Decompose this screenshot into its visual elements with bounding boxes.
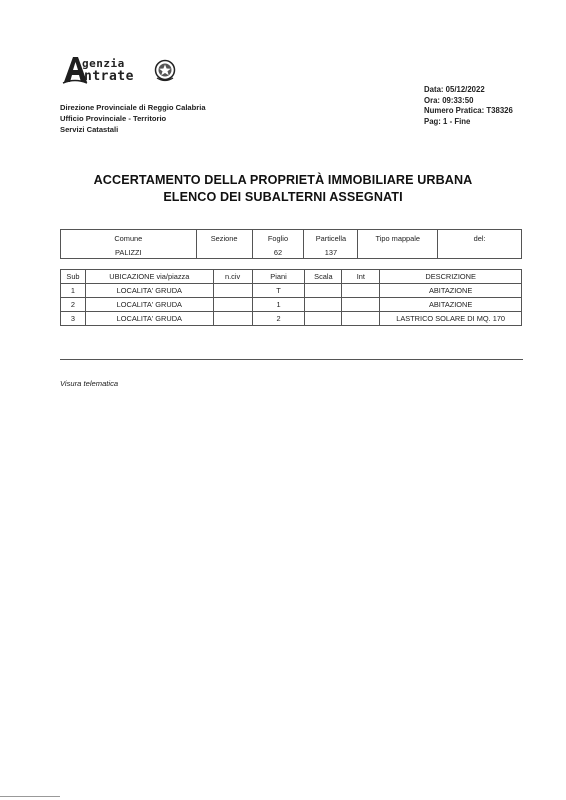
int-cell xyxy=(342,298,380,312)
issuing-office xyxy=(60,102,206,135)
descrizione-cell: ABITAZIONE xyxy=(380,298,522,312)
descrizione-cell: ABITAZIONE xyxy=(380,284,522,298)
col-civ-header: n.civ xyxy=(213,270,252,284)
scan-edge-mark xyxy=(0,796,60,797)
ubicazione-cell: LOCALITA' GRUDA xyxy=(85,284,213,298)
parcel-header-table xyxy=(60,229,522,259)
office-line-2: Ufficio Provinciale - Territorio xyxy=(60,114,167,123)
footer-note: Visura telematica xyxy=(60,379,119,388)
col-piani-header: Piani xyxy=(252,270,305,284)
meta-date: Data: 05/12/2022 xyxy=(424,85,485,94)
col-scala-header: Scala xyxy=(305,270,342,284)
col-descrizione-header: DESCRIZIONE xyxy=(380,270,522,284)
meta-time: Ora: 09:33:50 xyxy=(424,95,474,105)
table-row xyxy=(61,284,522,298)
scala-cell xyxy=(305,298,342,312)
comune-cell xyxy=(61,230,197,259)
sezione-label: Sezione xyxy=(210,234,238,243)
civ-cell xyxy=(213,298,252,312)
republic-emblem-icon xyxy=(154,58,176,82)
document-subtitle: ELENCO DEI SUBALTERNI ASSEGNATI xyxy=(163,190,403,204)
meta-pratica: Numero Pratica: T38326 xyxy=(424,106,513,115)
sub-cell: 3 xyxy=(61,312,86,326)
foglio-value: 62 xyxy=(273,248,283,257)
office-line-3: Servizi Catastali xyxy=(60,125,119,134)
meta-page: Pag: 1 - Fine xyxy=(424,116,471,126)
subalterni-header-row xyxy=(61,270,522,284)
sub-cell: 2 xyxy=(61,298,86,312)
scala-cell xyxy=(305,312,342,326)
tipo-mappale-label: Tipo mappale xyxy=(375,234,421,243)
logo-line-1: genzia xyxy=(82,57,125,70)
scala-cell xyxy=(305,284,342,298)
int-cell xyxy=(342,284,380,298)
particella-cell xyxy=(304,230,358,259)
piani-cell: T xyxy=(252,284,305,298)
ubicazione-cell: LOCALITA' GRUDA xyxy=(85,312,213,326)
ubicazione-cell: LOCALITA' GRUDA xyxy=(85,298,213,312)
section-divider xyxy=(60,359,523,360)
sezione-cell xyxy=(196,230,252,259)
tipo-mappale-cell xyxy=(358,230,438,259)
foglio-cell xyxy=(252,230,304,259)
particella-label: Particella xyxy=(315,234,347,243)
document-title: ACCERTAMENTO DELLA PROPRIETÀ IMMOBILIARE URBANA xyxy=(93,173,473,187)
parcel-header-row xyxy=(61,230,522,259)
foglio-label: Foglio xyxy=(267,234,289,243)
subalterni-table xyxy=(60,269,522,326)
agenzia-entrate-logo xyxy=(60,52,178,90)
office-line-1: Direzione Provinciale di Reggio Calabria xyxy=(60,103,206,112)
sub-cell: 1 xyxy=(61,284,86,298)
piani-cell: 1 xyxy=(252,298,305,312)
table-row xyxy=(61,298,522,312)
civ-cell xyxy=(213,312,252,326)
col-sub-header: Sub xyxy=(61,270,86,284)
table-row xyxy=(61,312,522,326)
del-label: del: xyxy=(473,234,486,243)
descrizione-cell: LASTRICO SOLARE DI MQ. 170 xyxy=(380,312,522,326)
comune-value: PALIZZI xyxy=(115,248,142,257)
document-meta xyxy=(424,85,513,127)
int-cell xyxy=(342,312,380,326)
del-cell xyxy=(438,230,522,259)
civ-cell xyxy=(213,284,252,298)
col-ubicazione-header: UBICAZIONE via/piazza xyxy=(85,270,213,284)
col-int-header: Int xyxy=(342,270,380,284)
logo-line-2: ntrate xyxy=(84,69,134,84)
piani-cell: 2 xyxy=(252,312,305,326)
comune-label: Comune xyxy=(114,234,143,243)
particella-value: 137 xyxy=(324,248,338,257)
